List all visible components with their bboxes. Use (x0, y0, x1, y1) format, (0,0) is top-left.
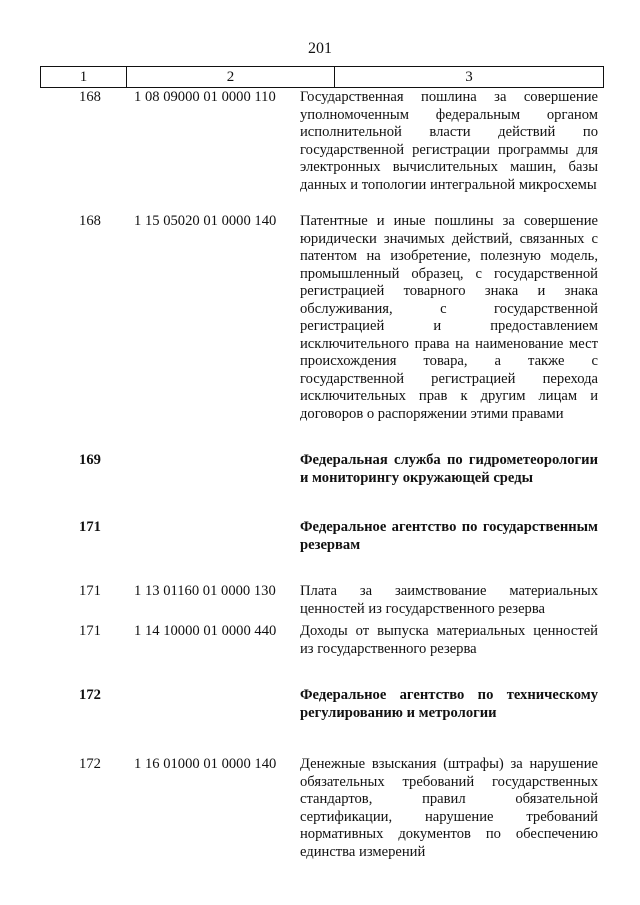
row-text: Денежные взыскания (штрафы) за нарушение обязательных требований государственных стандартов, правил обязательной сертификации, нарушение требований нормативных документов по обеспечению единства измерений (300, 756, 598, 860)
row-text: Федеральная служба по гидрометеорологии и мониторингу окружающей среды (300, 452, 598, 486)
row-code: 1 13 01160 01 0000 130 (134, 583, 276, 599)
row-text: Государственная пошлина за совершение уполномоченным федеральным органом исполнительной власти действий по государственной регистрации программы для электронных вычислительных машин, базы данных и топологии интегральной микросхемы (300, 89, 598, 193)
row-number: 171 (79, 583, 101, 599)
header-col-1: 1 (40, 67, 126, 87)
row-text: Плата за заимствование материальных ценностей из государственного резерва (300, 583, 598, 617)
row-number: 171 (79, 623, 101, 639)
row-number: 169 (79, 452, 101, 468)
row-number: 172 (79, 687, 101, 703)
header-col-3: 3 (334, 67, 604, 87)
table-header (40, 66, 604, 88)
header-col-2: 2 (126, 67, 334, 87)
row-text: Доходы от выпуска материальных ценностей из государственного резерва (300, 623, 598, 657)
row-code: 1 08 09000 01 0000 110 (134, 89, 276, 105)
row-number: 171 (79, 519, 101, 535)
row-text: Федеральное агентство по техническому регулированию и метрологии (300, 687, 598, 721)
row-number: 172 (79, 756, 101, 772)
row-number: 168 (79, 213, 101, 229)
page-number: 201 (308, 40, 332, 57)
row-code: 1 16 01000 01 0000 140 (134, 756, 277, 772)
row-text: Патентные и иные пошлины за совершение юридически значимых действий, связанных с патентом на изобретение, полезную модель, промышленный образец, с государственной регистрацией товарного знака и знака обслуживания, с государственной регистрацией и предоставлением исключительного права на наименование мест происхождения товара, а также с государственной регистрацией перехода исключительных прав к другим лицам и договоров о распоряжении этими правами (300, 213, 598, 422)
row-code: 1 14 10000 01 0000 440 (134, 623, 277, 639)
row-number: 168 (79, 89, 101, 105)
row-text: Федеральное агентство по государственным резервам (300, 519, 598, 553)
row-code: 1 15 05020 01 0000 140 (134, 213, 277, 229)
